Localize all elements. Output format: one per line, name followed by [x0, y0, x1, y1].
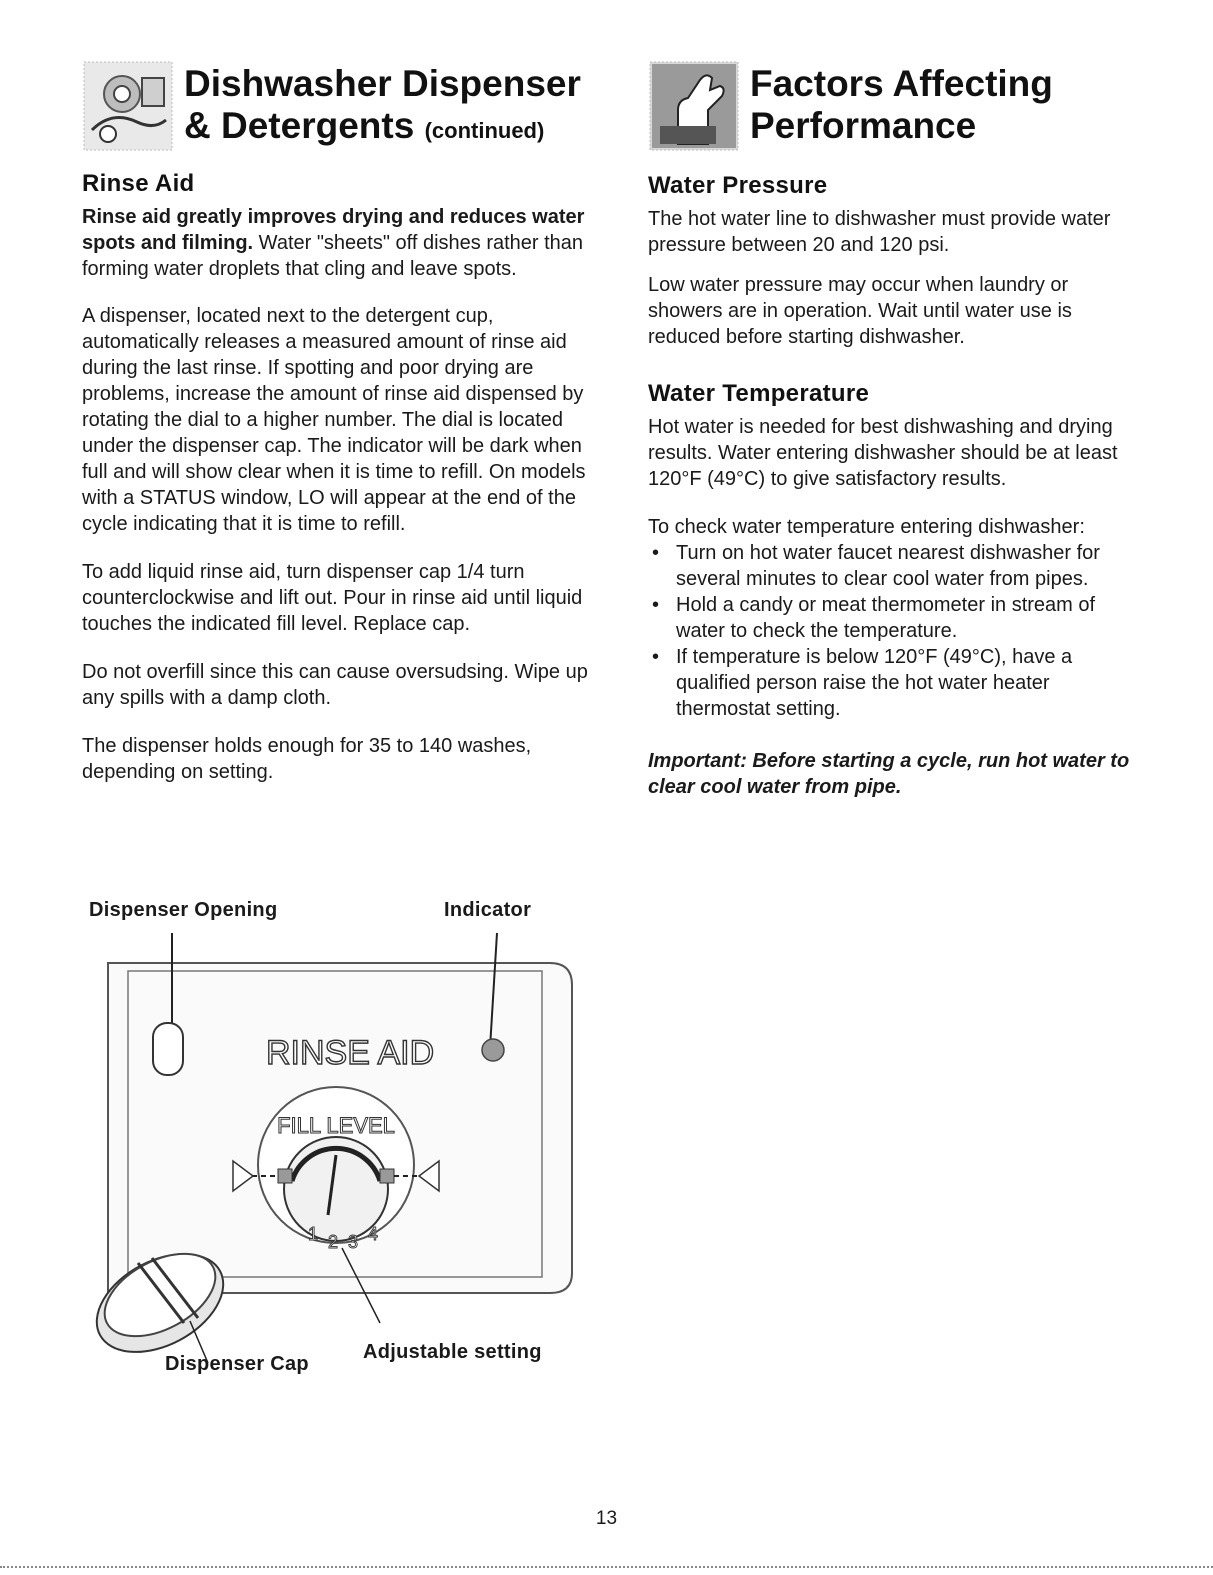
right-heading-line2: Performance	[750, 105, 977, 146]
left-header	[82, 60, 592, 160]
left-heading-suffix: (continued)	[424, 118, 545, 143]
rinse-aid-diagram	[80, 893, 600, 1393]
dial-number-3: 3	[348, 1232, 359, 1252]
dial-number-2: 2	[328, 1232, 339, 1252]
right-heading	[750, 63, 1053, 147]
label-indicator: Indicator	[444, 899, 532, 921]
left-heading-line2: & Detergents	[184, 105, 415, 146]
water-pressure-p1: The hot water line to dishwasher must provide water pressure between 20 and 120 psi.	[648, 208, 1111, 256]
dispenser-opening-shape	[153, 1023, 183, 1075]
dial-number-4: 4	[368, 1224, 379, 1244]
important-note: Important: Before starting a cycle, run hot water to clear cool water from pipe.	[648, 750, 1130, 798]
right-heading-line1: Factors Affecting	[750, 63, 1053, 104]
page-number: 13	[595, 1508, 618, 1529]
water-temperature-p1: Hot water is needed for best dishwashing and drying results. Water entering dishwasher should be at least 120°F (49°C) to give satisfactory results.	[648, 416, 1118, 490]
water-pressure-title: Water Pressure	[648, 172, 828, 199]
label-dispenser-opening: Dispenser Opening	[89, 899, 278, 921]
water-temperature-title: Water Temperature	[648, 380, 870, 407]
list-item: • If temperature is below 120°F (49°C), have a qualified person raise the hot water heater thermostat setting.	[648, 644, 1148, 722]
dispenser-illustration	[80, 923, 600, 1363]
indicator-dot	[482, 1039, 504, 1061]
rinse-aid-lead-bold: Rinse aid greatly improves drying and reduces water spots and filming.	[82, 206, 585, 254]
list-item: • Turn on hot water faucet nearest dishwasher for several minutes to clear cool water from pipes.	[648, 540, 1148, 592]
water-pressure-p2: Low water pressure may occur when laundry or showers are in operation. Wait until water use is reduced before starting dishwasher.	[648, 274, 1072, 348]
hand-icon	[648, 60, 740, 152]
rinse-aid-lead-rest: Water "sheets" off dishes rather than forming water droplets that cling and leave spots.	[82, 232, 584, 280]
panel-label: RINSE AID	[266, 1034, 435, 1072]
right-header	[648, 60, 1148, 160]
list-item: • Hold a candy or meat thermometer in stream of water to check the temperature.	[648, 592, 1148, 644]
rinse-aid-para2: To add liquid rinse aid, turn dispenser cap 1/4 turn counterclockwise and lift out. Pour in rinse aid until liquid touches the indicated fill level. Replace cap.	[82, 561, 583, 635]
water-temperature-p2: To check water temperature entering dishwasher:	[648, 516, 1085, 538]
left-heading	[184, 63, 581, 152]
rinse-aid-lead	[82, 204, 592, 282]
rinse-aid-para4: The dispenser holds enough for 35 to 140 washes, depending on setting.	[82, 735, 532, 783]
rinse-aid-title: Rinse Aid	[82, 170, 195, 197]
right-column	[648, 60, 1148, 800]
label-adjustable-setting: Adjustable setting	[363, 1341, 542, 1363]
temperature-checklist	[648, 540, 1148, 722]
label-dispenser-cap: Dispenser Cap	[165, 1353, 309, 1375]
left-heading-line1: Dishwasher Dispenser	[184, 63, 581, 104]
dial-text: FILL LEVEL	[277, 1113, 395, 1138]
dial-number-1: 1	[308, 1224, 319, 1244]
left-column	[82, 60, 592, 807]
dispenser-icon	[82, 60, 174, 152]
bottom-divider	[0, 1566, 1213, 1568]
rinse-aid-para1: A dispenser, located next to the detergent cup, automatically releases a measured amount of rinse aid during the last rinse. If spotting and poor drying are problems, increase the amount of rinse aid dispensed by rotating the dial to a higher number. The dial is located under the dispenser cap. The indicator will be dark when full and will show clear when it is time to refill. On models with a STATUS window, LO will appear at the end of the cycle indicating that it is time to refill.	[82, 305, 586, 535]
rinse-aid-para3: Do not overfill since this can cause oversudsing. Wipe up any spills with a damp cloth.	[82, 661, 588, 709]
